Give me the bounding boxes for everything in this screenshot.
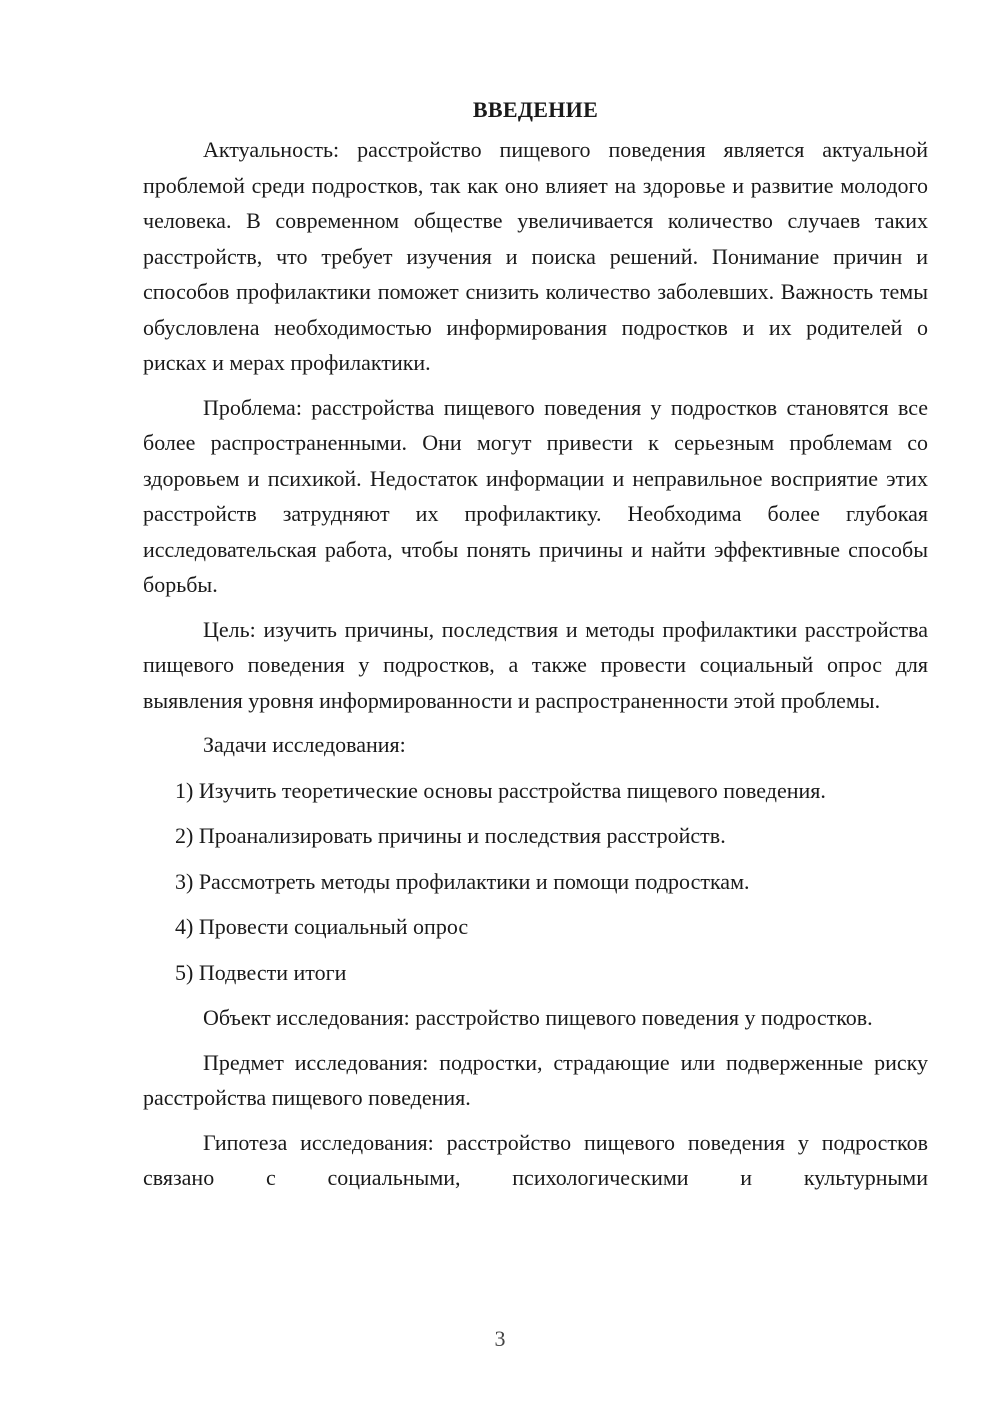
document-page xyxy=(143,92,928,1205)
goal-paragraph: Цель: изучить причины, последствия и методы профилактики расстройства пищевого поведения у подростков, а также провести социальный опрос для выявления уровня информированности и распространенности этой проблемы. xyxy=(143,616,928,713)
task-item: 4) Провести социальный опрос xyxy=(175,914,469,939)
object-paragraph: Объект исследования: расстройство пищевого поведения у подростков. xyxy=(203,1005,873,1030)
relevance-paragraph: Актуальность: расстройство пищевого поведения является актуальной проблемой среди подростков, так как оно влияет на здоровье и развитие молодого человека. В современном обществе увеличивается количество случаев таких расстройств, что требует изучения и поиска решений. Понимание причин и способов профилактики поможет снизить количество заболевших. Важность темы обусловлена необходимостью информирования подростков и их родителей о рисках и мерах профилактики. xyxy=(143,137,928,375)
page-title: ВВЕДЕНИЕ xyxy=(472,97,599,122)
task-item: 1) Изучить теоретические основы расстройства пищевого поведения. xyxy=(175,777,826,803)
task-item: 3) Рассмотреть методы профилактики и помощи подросткам. xyxy=(175,868,750,894)
task-item: 5) Подвести итоги xyxy=(175,959,347,985)
tasks-list xyxy=(143,773,928,991)
problem-paragraph: Проблема: расстройства пищевого поведения у подростков становятся все более распространенными. Они могут привести к серьезным проблемам со здоровьем и психикой. Недостаток информации и неправильное восприятие этих расстройств затрудняют их профилактику. Необходима более глубокая исследовательская работа, чтобы понять причины и найти эффективные способы борьбы. xyxy=(143,394,928,597)
tasks-heading: Задачи исследования: xyxy=(203,732,406,757)
subject-paragraph: Предмет исследования: подростки, страдающие или подверженные риску расстройства пищевого поведения. xyxy=(143,1049,928,1110)
page-number: 3 xyxy=(494,1326,506,1351)
task-item: 2) Проанализировать причины и последствия расстройств. xyxy=(175,823,726,848)
hypothesis-paragraph: Гипотеза исследования: расстройство пищевого поведения у подростков связано с социальными, психологическими и культурными xyxy=(143,1129,928,1190)
